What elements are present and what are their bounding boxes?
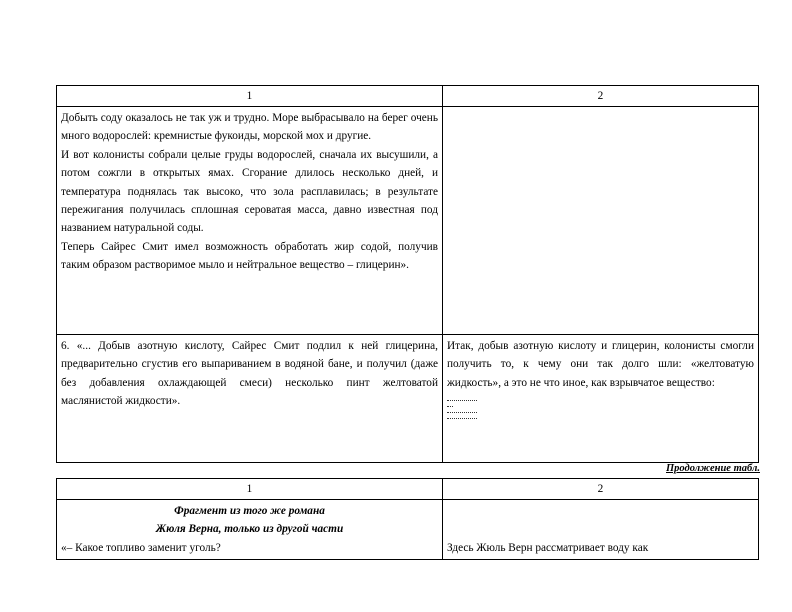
- row1-left-cell: [57, 107, 443, 335]
- paragraph-soda: Добыть соду оказалось не так уж и трудно. Море выбрасывало на берег очень много водорослей: кремнистые фукоиды, морской мох и другие.: [61, 112, 438, 143]
- column-header-1: 1: [57, 479, 443, 500]
- paragraph-colonists: И вот колонисты собрали целые груды водорослей, сначала их высушили, а потом сожгли в открытых ямах. Сгорание длилось несколько дней, и температура поднялась так высоко, что зола расплавилась; в результате пережигания получилась сплошная сероватая масса, давно известная под названием натуральной соды.: [61, 148, 438, 235]
- row2-left-cell: [57, 335, 443, 463]
- formula-image: [447, 400, 754, 421]
- row1-right-cell: [443, 107, 759, 335]
- fragment-title-line2: Жюля Верна, только из другой части: [155, 523, 344, 536]
- column-header-1: 1: [57, 86, 443, 107]
- quote-nitric-acid: 6. «... Добыв азотную кислоту, Сайрес Смит подлил к ней глицерина, предварительно сгустив его выпариванием в водяной бане, и получил (даже без добавления охлаждающей смеси) несколько пинт желтоватой маслянистой жидкости».: [61, 340, 438, 408]
- paragraph-glycerin: Теперь Сайрес Смит имел возможность обработать жир содой, получив таким образом растворимое мыло и нейтральное вещество – глицерин».: [61, 240, 438, 272]
- table-continuation-caption: Продолжение табл.: [666, 463, 760, 474]
- column-header-2: 2: [443, 86, 759, 107]
- explanation-explosive: Итак, добыв азотную кислоту и глицерин, колонисты смогли получить то, к чему они так долго шли: «желтоватую жидкость», а это не что иное, как взрывчатое вещество:: [447, 340, 754, 389]
- row2-right-cell: [443, 335, 759, 463]
- column-header-2: 2: [443, 479, 759, 500]
- row1-left-cell: [57, 500, 443, 560]
- fragment-title-line1: Фрагмент из того же романа: [174, 505, 325, 517]
- fragment-quote: «– Какое топливо заменит уголь?: [61, 541, 221, 554]
- table-continued: [56, 478, 759, 560]
- row1-right-cell: [443, 500, 759, 560]
- table-main: [56, 85, 759, 463]
- water-explanation: Здесь Жюль Верн рассматривает воду как: [447, 541, 649, 554]
